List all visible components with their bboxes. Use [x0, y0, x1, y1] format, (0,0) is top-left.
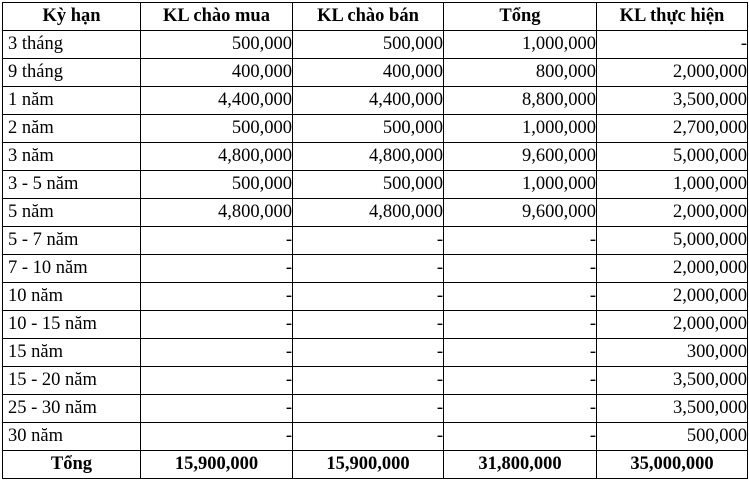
header-ask-volume: KL chào bán [293, 3, 444, 31]
cell-executed: 2,000,000 [597, 283, 748, 311]
cell-bid: 500,000 [141, 31, 293, 59]
cell-executed: 5,000,000 [597, 227, 748, 255]
cell-bid: - [141, 339, 293, 367]
total-ask: 15,900,000 [293, 451, 444, 479]
cell-executed: 5,000,000 [597, 143, 748, 171]
bond-trading-volume-table [2, 2, 748, 479]
cell-executed: 1,000,000 [597, 171, 748, 199]
cell-term: 2 năm [3, 115, 141, 143]
cell-term: 25 - 30 năm [3, 395, 141, 423]
table-row [3, 423, 748, 451]
cell-total: 1,000,000 [444, 171, 597, 199]
cell-term: 15 - 20 năm [3, 367, 141, 395]
total-executed: 35,000,000 [597, 451, 748, 479]
header-total: Tổng [444, 3, 597, 31]
cell-executed: 2,700,000 [597, 115, 748, 143]
cell-executed: 2,000,000 [597, 199, 748, 227]
cell-ask: - [293, 283, 444, 311]
cell-term: 10 - 15 năm [3, 311, 141, 339]
cell-total: - [444, 227, 597, 255]
table-row [3, 87, 748, 115]
table-row [3, 199, 748, 227]
cell-executed: 3,500,000 [597, 87, 748, 115]
table-row [3, 171, 748, 199]
cell-executed: 300,000 [597, 339, 748, 367]
header-executed-volume: KL thực hiện [597, 3, 748, 31]
cell-ask: 4,800,000 [293, 199, 444, 227]
cell-ask: 500,000 [293, 31, 444, 59]
cell-term: 5 năm [3, 199, 141, 227]
cell-term: 30 năm [3, 423, 141, 451]
cell-bid: 400,000 [141, 59, 293, 87]
table-row [3, 59, 748, 87]
cell-ask: - [293, 227, 444, 255]
total-total: 31,800,000 [444, 451, 597, 479]
header-term: Kỳ hạn [3, 3, 141, 31]
cell-executed: 3,500,000 [597, 367, 748, 395]
cell-bid: 4,800,000 [141, 143, 293, 171]
cell-total: 9,600,000 [444, 143, 597, 171]
cell-total: - [444, 283, 597, 311]
table-row [3, 227, 748, 255]
cell-bid: 500,000 [141, 115, 293, 143]
cell-ask: - [293, 255, 444, 283]
cell-executed: 2,000,000 [597, 311, 748, 339]
table-row [3, 367, 748, 395]
cell-total: 1,000,000 [444, 115, 597, 143]
table-row [3, 339, 748, 367]
cell-term: 7 - 10 năm [3, 255, 141, 283]
table-row [3, 115, 748, 143]
cell-term: 5 - 7 năm [3, 227, 141, 255]
cell-bid: - [141, 367, 293, 395]
cell-term: 10 năm [3, 283, 141, 311]
table-row [3, 143, 748, 171]
cell-total: - [444, 311, 597, 339]
cell-ask: 4,400,000 [293, 87, 444, 115]
table-row [3, 283, 748, 311]
cell-executed: 500,000 [597, 423, 748, 451]
cell-term: 3 năm [3, 143, 141, 171]
total-bid: 15,900,000 [141, 451, 293, 479]
cell-executed: 3,500,000 [597, 395, 748, 423]
cell-bid: 4,800,000 [141, 199, 293, 227]
total-label: Tổng [3, 451, 141, 479]
table-body [3, 31, 748, 479]
cell-term: 1 năm [3, 87, 141, 115]
cell-term: 9 tháng [3, 59, 141, 87]
cell-total: - [444, 423, 597, 451]
table-row [3, 395, 748, 423]
table-row [3, 311, 748, 339]
table-row [3, 31, 748, 59]
cell-ask: - [293, 339, 444, 367]
cell-total: - [444, 395, 597, 423]
header-bid-volume: KL chào mua [141, 3, 293, 31]
cell-total: - [444, 339, 597, 367]
cell-ask: 500,000 [293, 171, 444, 199]
cell-executed: 2,000,000 [597, 59, 748, 87]
cell-total: 800,000 [444, 59, 597, 87]
cell-ask: - [293, 311, 444, 339]
cell-executed: 2,000,000 [597, 255, 748, 283]
cell-executed: - [597, 31, 748, 59]
header-row [3, 3, 748, 31]
table-row [3, 255, 748, 283]
cell-total: 8,800,000 [444, 87, 597, 115]
cell-bid: - [141, 283, 293, 311]
total-row [3, 451, 748, 479]
cell-bid: - [141, 423, 293, 451]
cell-bid: - [141, 395, 293, 423]
cell-bid: 500,000 [141, 171, 293, 199]
cell-term: 3 tháng [3, 31, 141, 59]
cell-total: - [444, 255, 597, 283]
cell-ask: - [293, 423, 444, 451]
cell-ask: - [293, 367, 444, 395]
cell-term: 3 - 5 năm [3, 171, 141, 199]
cell-bid: - [141, 311, 293, 339]
cell-ask: 500,000 [293, 115, 444, 143]
cell-ask: 400,000 [293, 59, 444, 87]
cell-bid: - [141, 227, 293, 255]
cell-bid: - [141, 255, 293, 283]
cell-ask: 4,800,000 [293, 143, 444, 171]
cell-bid: 4,400,000 [141, 87, 293, 115]
cell-total: 9,600,000 [444, 199, 597, 227]
cell-total: 1,000,000 [444, 31, 597, 59]
cell-term: 15 năm [3, 339, 141, 367]
cell-ask: - [293, 395, 444, 423]
cell-total: - [444, 367, 597, 395]
